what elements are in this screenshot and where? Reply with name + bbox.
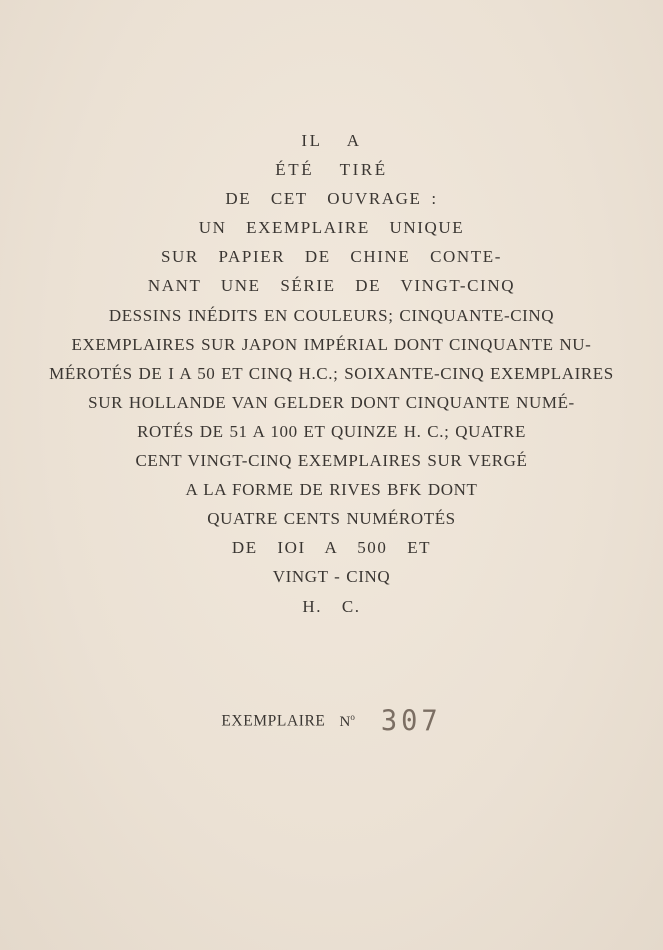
copy-label: EXEMPLAIRE	[221, 712, 326, 730]
colophon-line: NANT UNE SÉRIE DE VINGT-CINQ	[147, 276, 516, 296]
colophon-text	[0, 126, 663, 621]
colophon-line: SUR PAPIER DE CHINE CONTE-	[160, 247, 502, 267]
colophon-line: ROTÉS DE 51 A 100 ET QUINZE H. C.; QUATRE	[137, 421, 526, 441]
colophon-line: MÉROTÉS DE I A 50 ET CINQ H.C.; SOIXANTE-CINQ EXEMPLAIRES	[49, 363, 614, 383]
colophon-line: DE IOI A 500 ET	[231, 538, 432, 558]
colophon-line: CENT VINGT-CINQ EXEMPLAIRES SUR VERGÉ	[135, 451, 528, 471]
colophon-line: ÉTÉ TIRÉ	[275, 160, 388, 180]
colophon-line: UN EXEMPLAIRE UNIQUE	[198, 218, 465, 238]
colophon-line: DESSINS INÉDITS EN COULEURS; CINQUANTE-CINQ	[108, 305, 555, 325]
colophon-line: EXEMPLAIRES SUR JAPON IMPÉRIAL DONT CINQUANTE NU-	[71, 334, 592, 354]
colophon-line: IL A	[301, 131, 362, 150]
colophon-line: H. C.	[302, 596, 361, 616]
copy-number-prefix	[340, 714, 355, 730]
colophon-line: DE CET OUVRAGE :	[225, 189, 438, 209]
colophon-line: A LA FORME DE RIVES BFK DONT	[185, 480, 478, 500]
colophon-line: QUATRE CENTS NUMÉROTÉS	[207, 509, 456, 529]
copy-number-prefix-ordinal: o	[350, 712, 355, 722]
colophon-line: SUR HOLLANDE VAN GELDER DONT CINQUANTE NUMÉ-	[88, 392, 575, 412]
copy-number-prefix-letter: N	[339, 714, 351, 730]
copy-number-row	[0, 706, 663, 737]
colophon-line: VINGT - CINQ	[272, 567, 391, 587]
copy-number-value: 307	[380, 705, 442, 738]
